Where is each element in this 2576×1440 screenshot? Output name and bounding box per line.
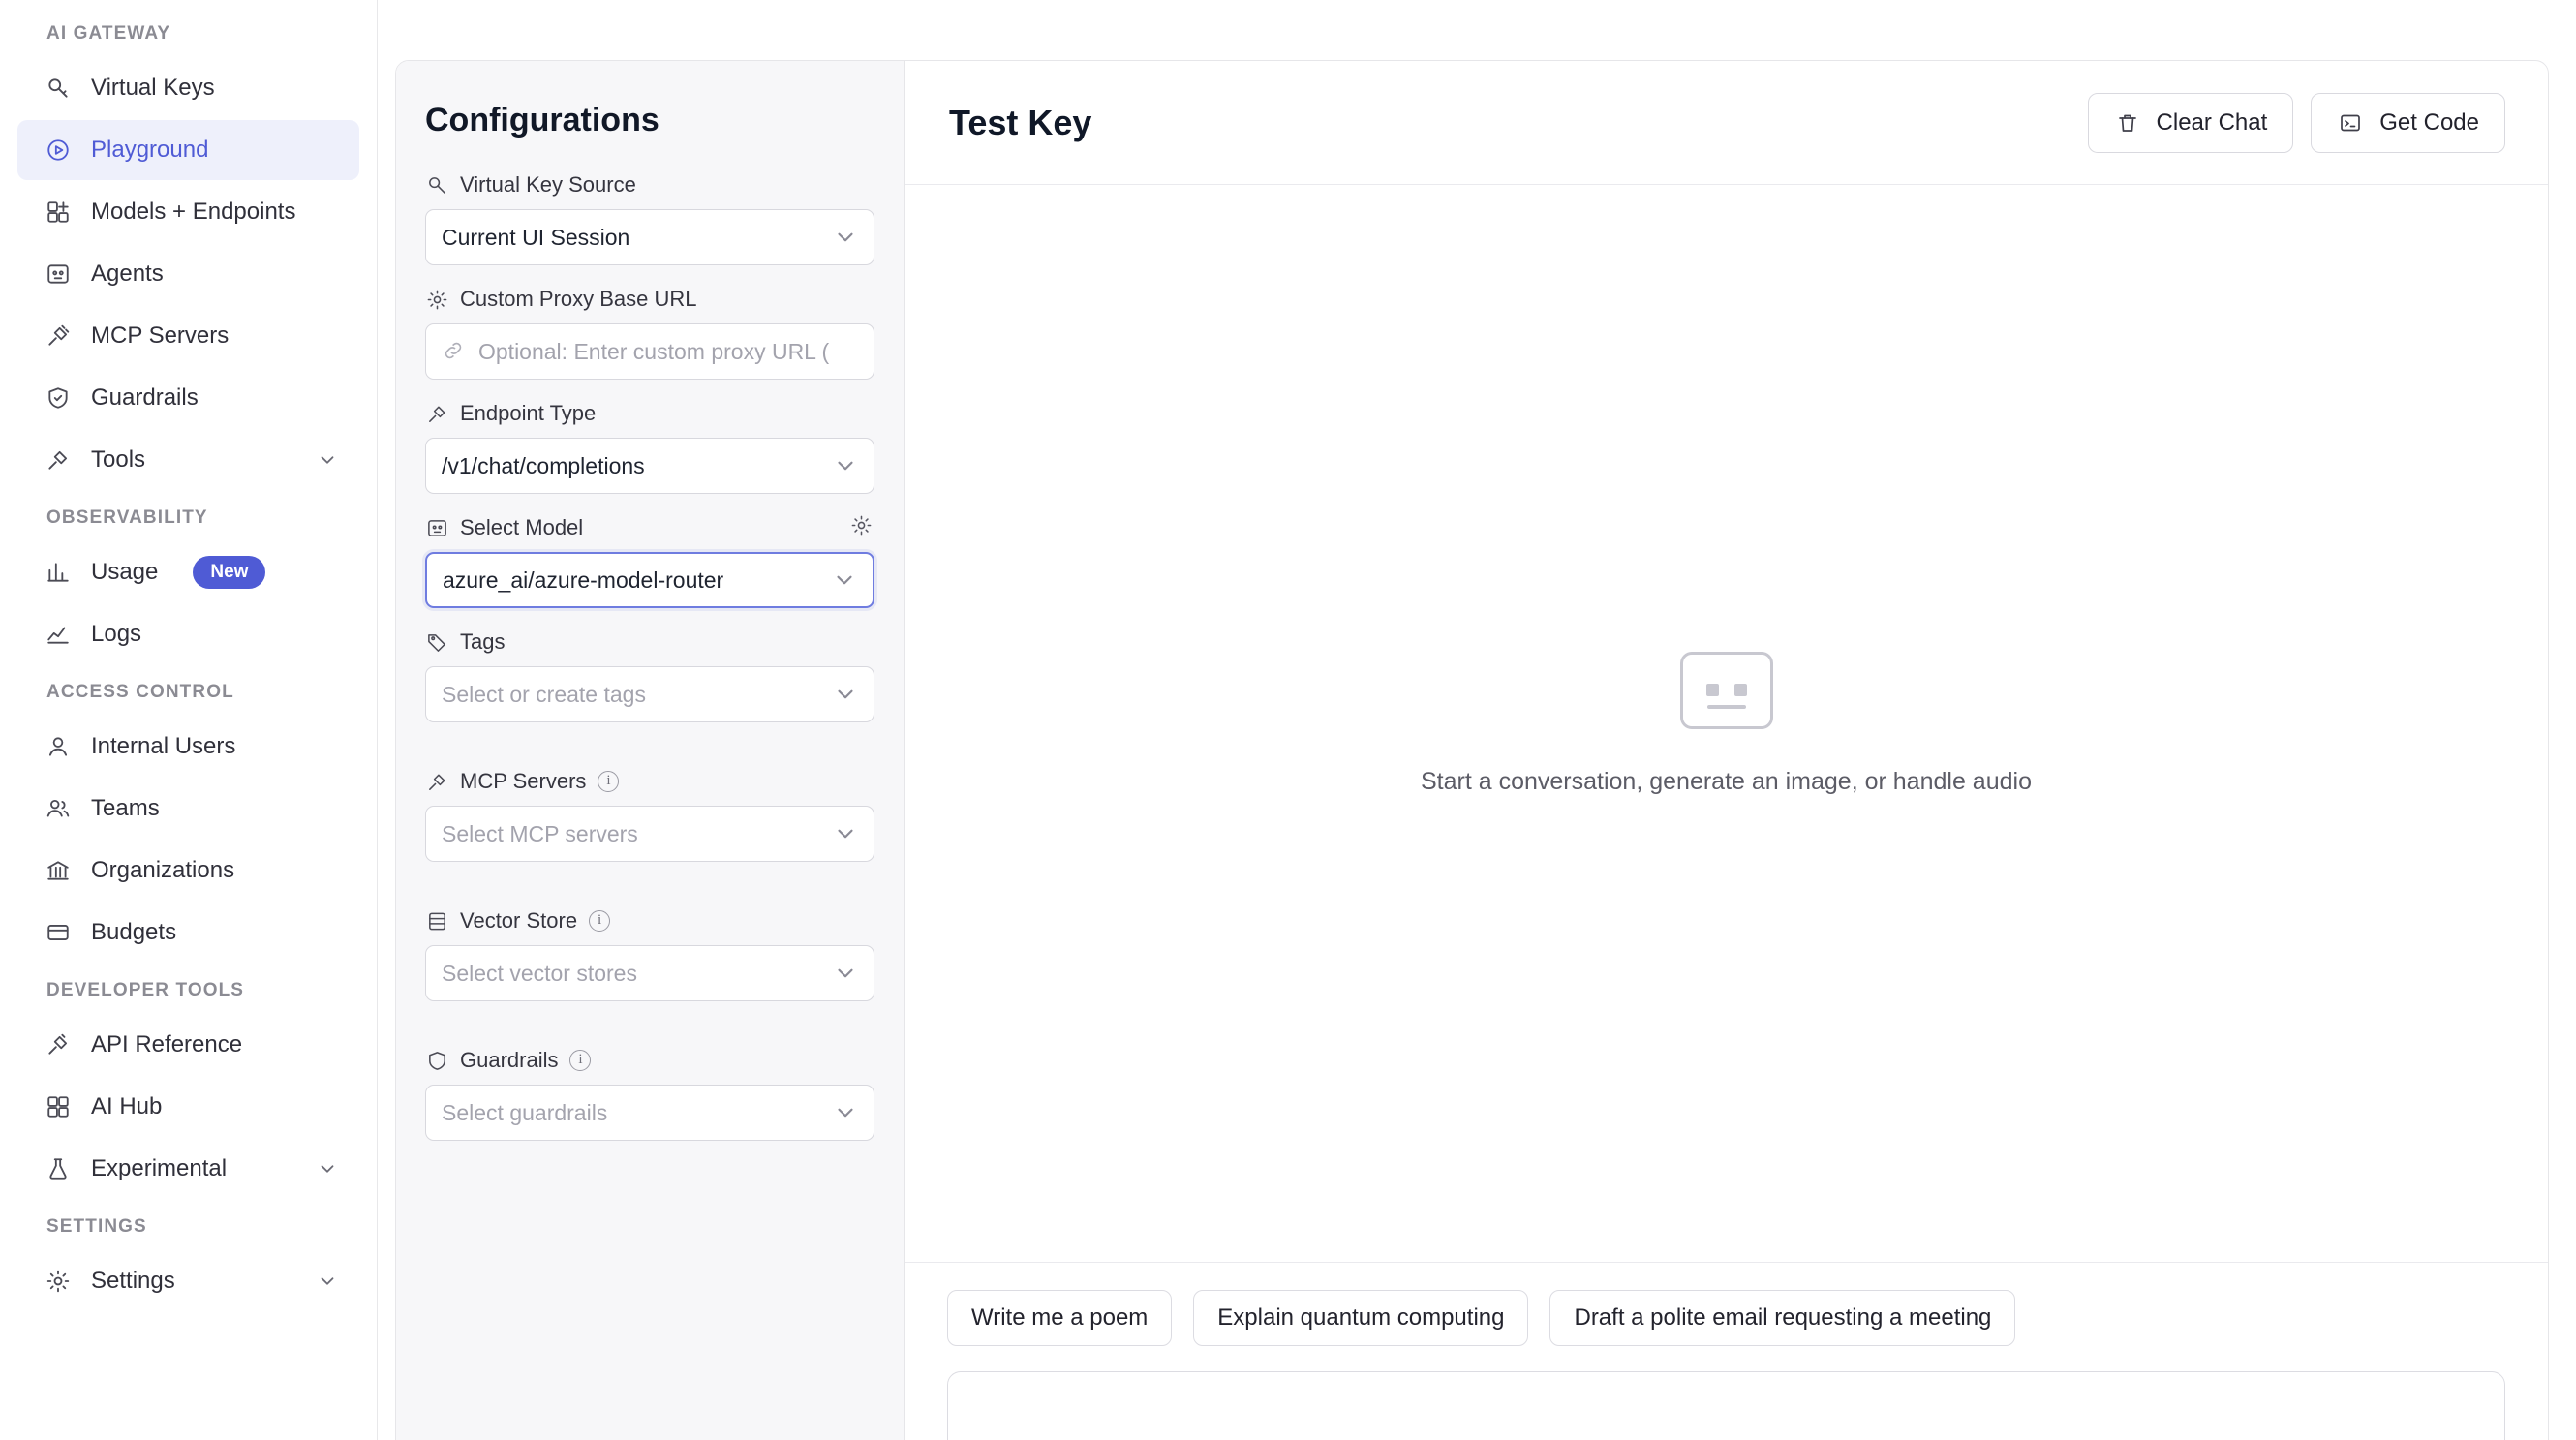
get-code-button[interactable] <box>2311 93 2505 153</box>
sidebar <box>0 0 378 1440</box>
get-code-label: Get Code <box>2379 108 2479 136</box>
configurations-panel <box>396 61 905 1440</box>
sidebar-item-label: AI Hub <box>91 1093 163 1119</box>
users-icon <box>45 795 72 822</box>
sidebar-section-title-settings: SETTINGS <box>46 1216 147 1237</box>
divider-spacer <box>425 744 874 769</box>
tags-placeholder: Select or create tags <box>442 681 646 707</box>
chat-header <box>905 61 2548 185</box>
tag-icon <box>425 630 448 654</box>
plug-icon <box>425 402 448 425</box>
wrench-icon <box>45 446 72 474</box>
chevron-down-icon <box>833 225 858 250</box>
endpoint-type-value: /v1/chat/completions <box>442 452 645 478</box>
field-label-text: MCP Servers <box>460 769 587 793</box>
sidebar-section-title-access-control: ACCESS CONTROL <box>46 682 234 702</box>
guardrails-select[interactable] <box>425 1085 874 1141</box>
gear-icon <box>425 288 448 311</box>
sidebar-item-logs[interactable] <box>17 604 359 664</box>
guardrails-placeholder: Select guardrails <box>442 1099 608 1125</box>
custom-proxy-base-url-input[interactable] <box>425 323 874 380</box>
credit-card-icon <box>45 919 72 946</box>
sidebar-item-mcp-servers[interactable] <box>17 306 359 366</box>
shield-icon <box>45 384 72 412</box>
field-custom-proxy-base-url <box>425 287 874 380</box>
info-icon[interactable]: i <box>598 771 619 792</box>
info-icon[interactable]: i <box>589 910 610 932</box>
field-label <box>425 629 874 655</box>
sidebar-item-organizations[interactable] <box>17 841 359 901</box>
grid-plus-icon <box>45 199 72 226</box>
field-label-text: Guardrails <box>460 1048 559 1072</box>
agent-icon <box>45 260 72 288</box>
empty-state-text: Start a conversation, generate an image, or handle audio <box>1421 767 2032 795</box>
message-input[interactable] <box>947 1371 2505 1440</box>
robot-eye-right <box>1734 684 1747 696</box>
field-label-text: Tags <box>460 629 506 654</box>
chevron-down-icon[interactable] <box>317 1271 338 1292</box>
status-badge: New <box>193 556 265 589</box>
chevron-down-icon <box>832 567 857 593</box>
vector-store-select[interactable] <box>425 945 874 1001</box>
sidebar-item-label: Logs <box>91 621 142 647</box>
sidebar-item-label: Internal Users <box>91 733 236 759</box>
sidebar-item-budgets[interactable] <box>17 903 359 963</box>
field-label-text: Select Model <box>460 515 584 539</box>
sidebar-item-guardrails[interactable] <box>17 368 359 428</box>
chat-panel <box>905 61 2548 1440</box>
sidebar-item-label: Teams <box>91 795 160 821</box>
chevron-down-icon <box>833 453 858 478</box>
vector-store-placeholder: Select vector stores <box>442 960 637 986</box>
field-label <box>425 908 874 934</box>
info-icon[interactable]: i <box>569 1050 591 1071</box>
key-icon <box>45 75 72 102</box>
model-settings-gear-icon[interactable] <box>849 513 873 536</box>
robot-mouth <box>1707 705 1746 709</box>
chevron-down-icon <box>833 1100 858 1125</box>
field-label <box>425 401 874 426</box>
line-chart-icon <box>45 621 72 648</box>
virtual-key-source-select[interactable] <box>425 209 874 265</box>
sidebar-item-tools[interactable] <box>17 430 359 490</box>
field-label <box>425 172 874 198</box>
sidebar-item-label: Settings <box>91 1268 175 1294</box>
custom-proxy-base-url-placeholder: Optional: Enter custom proxy URL ( <box>478 338 830 364</box>
sidebar-section-title-observability: OBSERVABILITY <box>46 507 208 528</box>
robot-eye-left <box>1706 684 1719 696</box>
virtual-key-source-value: Current UI Session <box>442 224 630 250</box>
chevron-down-icon <box>833 961 858 986</box>
sidebar-item-teams[interactable] <box>17 779 359 839</box>
grid-icon <box>45 1093 72 1120</box>
sidebar-item-label: API Reference <box>91 1031 243 1057</box>
gear-icon <box>45 1268 72 1295</box>
sidebar-item-ai-hub[interactable] <box>17 1077 359 1137</box>
clear-chat-label: Clear Chat <box>2156 108 2268 136</box>
sidebar-item-label: Playground <box>91 137 209 163</box>
field-vector-store <box>425 908 874 1001</box>
sidebar-item-label: Virtual Keys <box>91 75 215 101</box>
robot-face-icon <box>1680 652 1773 729</box>
user-icon <box>45 733 72 760</box>
endpoint-type-select[interactable] <box>425 438 874 494</box>
sidebar-item-label: Organizations <box>91 857 235 883</box>
plug-icon <box>425 770 448 793</box>
sidebar-item-models-endpoints[interactable] <box>17 182 359 242</box>
chevron-down-icon[interactable] <box>317 449 338 471</box>
field-label <box>425 287 874 312</box>
shield-icon <box>425 1049 448 1072</box>
field-virtual-key-source <box>425 172 874 265</box>
tabs-bar <box>378 0 2576 15</box>
sidebar-item-api-reference[interactable] <box>17 1015 359 1075</box>
sidebar-item-label: Tools <box>91 446 146 473</box>
sidebar-item-virtual-keys[interactable] <box>17 58 359 118</box>
divider-spacer <box>425 883 874 908</box>
mcp-servers-select[interactable] <box>425 806 874 862</box>
trash-icon <box>2114 109 2141 137</box>
sidebar-item-usage[interactable] <box>17 542 359 602</box>
field-label-text: Vector Store <box>460 908 578 933</box>
link-icon <box>442 339 467 364</box>
sidebar-item-label: Guardrails <box>91 384 199 411</box>
playground-card <box>395 60 2549 1440</box>
chevron-down-icon <box>833 682 858 707</box>
sidebar-item-label: Experimental <box>91 1155 228 1181</box>
suggestion-chip-quantum[interactable]: Explain quantum computing <box>1193 1290 1528 1346</box>
sidebar-item-label: Agents <box>91 260 164 287</box>
suggestion-chips <box>947 1290 2505 1346</box>
database-icon <box>425 909 448 933</box>
suggestion-chip-poem[interactable]: Write me a poem <box>947 1290 1172 1346</box>
field-label-text: Custom Proxy Base URL <box>460 287 697 311</box>
select-model-select[interactable] <box>425 552 874 608</box>
sidebar-item-label: MCP Servers <box>91 322 230 349</box>
bar-chart-icon <box>45 559 72 586</box>
field-tags <box>425 629 874 722</box>
sidebar-item-label: Models + Endpoints <box>91 199 296 225</box>
divider-spacer <box>425 1023 874 1048</box>
tags-select[interactable] <box>425 666 874 722</box>
chat-footer <box>905 1262 2548 1440</box>
sidebar-item-label: Budgets <box>91 919 177 945</box>
field-select-model <box>425 515 874 608</box>
plug-icon <box>45 1031 72 1058</box>
play-circle-icon <box>45 137 72 164</box>
sidebar-item-label: Usage <box>91 559 159 585</box>
field-label <box>425 769 874 794</box>
configurations-title: Configurations <box>425 102 659 138</box>
suggestion-chip-email[interactable]: Draft a polite email requesting a meeting <box>1549 1290 2015 1346</box>
field-label <box>425 1048 874 1073</box>
sidebar-item-playground[interactable] <box>17 120 359 180</box>
page-title: Test Key <box>949 102 1092 142</box>
chevron-down-icon[interactable] <box>317 1158 338 1180</box>
sidebar-section-title-developer-tools: DEVELOPER TOOLS <box>46 980 245 1000</box>
clear-chat-button[interactable] <box>2088 93 2294 153</box>
field-endpoint-type <box>425 401 874 494</box>
sidebar-item-settings[interactable] <box>17 1251 359 1311</box>
sidebar-section-title-ai-gateway: AI GATEWAY <box>46 23 171 44</box>
chevron-down-icon <box>833 821 858 846</box>
model-icon <box>425 516 448 539</box>
flask-icon <box>45 1155 72 1182</box>
sidebar-item-agents[interactable] <box>17 244 359 304</box>
terminal-icon <box>2337 109 2364 137</box>
plug-icon <box>45 322 72 350</box>
select-model-value: azure_ai/azure-model-router <box>443 567 724 593</box>
mcp-servers-placeholder: Select MCP servers <box>442 820 638 846</box>
field-guardrails <box>425 1048 874 1141</box>
key-icon <box>425 173 448 197</box>
field-label-text: Virtual Key Source <box>460 172 636 197</box>
main-content <box>378 0 2576 1440</box>
field-label-text: Endpoint Type <box>460 401 597 425</box>
sidebar-item-experimental[interactable] <box>17 1139 359 1199</box>
field-label <box>425 515 874 540</box>
chat-empty-state <box>905 185 2548 1262</box>
bank-icon <box>45 857 72 884</box>
sidebar-item-internal-users[interactable] <box>17 717 359 777</box>
field-mcp-servers <box>425 769 874 862</box>
